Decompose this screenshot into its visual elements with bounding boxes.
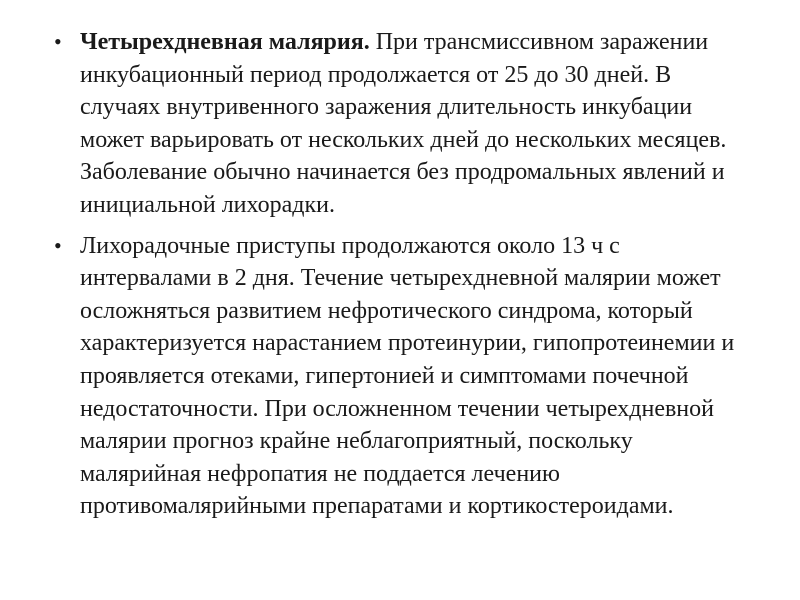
bullet-lead-term: Четырехдневная малярия. (80, 29, 370, 55)
bullet-item-fever-attacks (52, 230, 752, 523)
bullet-icon: • (54, 232, 62, 258)
bullet-icon: • (54, 29, 62, 54)
bullet-item-quartan-malaria (52, 26, 752, 222)
bullet-text: Лихорадочные приступы продолжаются около 13 ч с интервалами в 2 дня. Течение четырехдневной малярии может осложняться развитием нефротического синдрома, который характеризуется нарастанием протеинурии, гипопротеинемии и проявляется отеками, гипертонией и симптомами почечной недостаточности. При осложненном течении четырехдневной малярии прогноз крайне неблагоприятный, поскольку малярийная нефропатия не поддается лечению противомалярийными препаратами и кортикостероидами. (80, 232, 735, 520)
bullet-list (52, 26, 752, 531)
bullet-text: При трансмиссивном заражении инкубационный период продолжается от 25 до 30 дней. В случаях внутривенного заражения длительность инкубации может варьировать от нескольких дней до нескольких месяцев. Заболевание обычно начинается без продромальных явлений и инициальной лихорадки. (80, 29, 727, 218)
